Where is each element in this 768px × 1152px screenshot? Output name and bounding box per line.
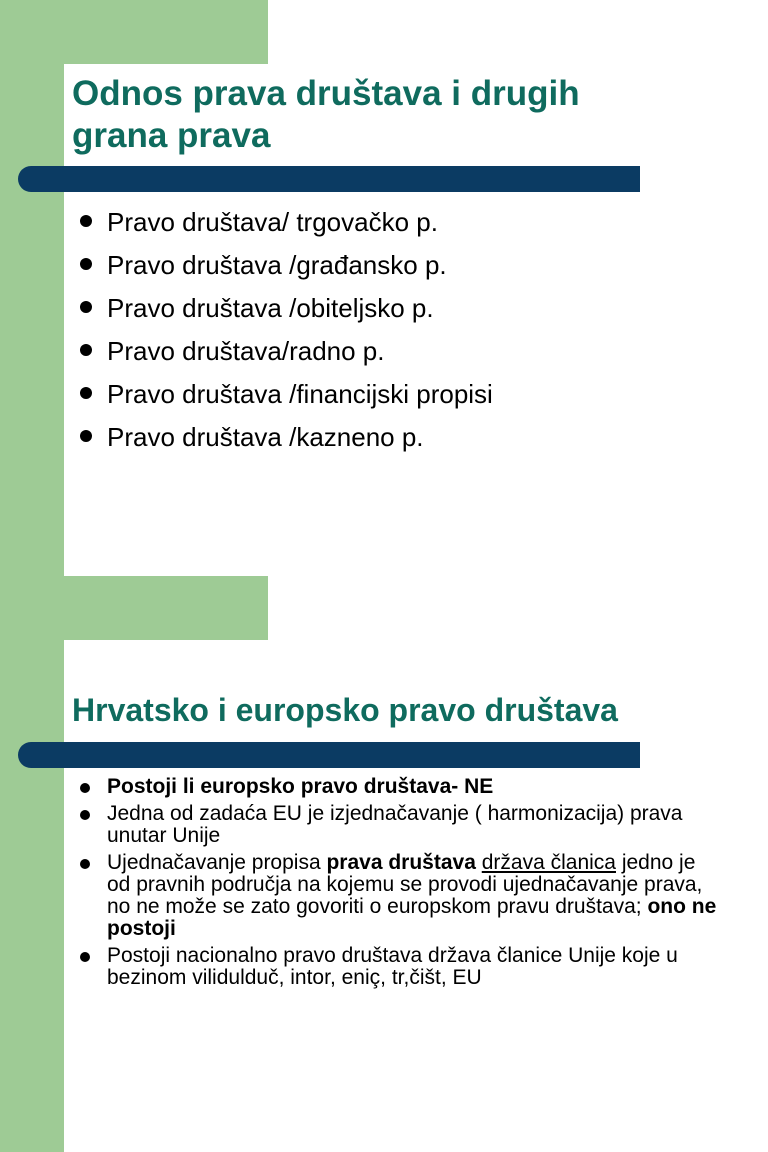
- slide-title: Hrvatsko i europsko pravo društava: [72, 692, 618, 728]
- bullet-icon: [80, 301, 92, 313]
- list-item: Postoji li europsko pravo društava- NE: [78, 776, 718, 798]
- list-item: Pravo društava /građansko p.: [78, 247, 718, 290]
- list-item: Jedna od zadaća EU je izjednačavanje ( harmonizacija) prava unutar Unije: [78, 803, 718, 847]
- list-item: Postoji nacionalno pravo društava država članice Unije koje u bezinom vilidulduč, intor, eniç, tr,čišt, EU: [78, 945, 718, 989]
- bullet-icon: [80, 258, 92, 270]
- green-side-band: [0, 576, 64, 1152]
- list-item: Pravo društava /obiteljsko p.: [78, 290, 718, 333]
- list-item: Pravo društava/ trgovačko p.: [78, 204, 718, 247]
- bullet-list: [78, 204, 718, 462]
- bullet-list: [78, 776, 718, 994]
- title-rule: [18, 166, 640, 192]
- list-item: Pravo društava /financijski propisi: [78, 376, 718, 419]
- bullet-icon: [80, 859, 90, 869]
- list-item: Ujednačavanje propisa prava društava država članica jedno je od pravnih područja na kojemu se provodi ujednačavanje prava, no ne može se zato govoriti o europskom pravu društava; ono ne postoji: [78, 852, 718, 940]
- green-side-band: [0, 0, 64, 576]
- bullet-icon: [80, 387, 92, 399]
- slide-title: Odnos prava društava i drugih grana prava: [72, 74, 580, 155]
- bullet-icon: [80, 783, 90, 793]
- bullet-icon: [80, 810, 90, 820]
- bullet-icon: [80, 430, 92, 442]
- title-rule: [18, 742, 640, 768]
- bullet-icon: [80, 344, 92, 356]
- bullet-icon: [80, 952, 90, 962]
- bullet-icon: [80, 215, 92, 227]
- list-item: Pravo društava /kazneno p.: [78, 419, 718, 462]
- slide-2: [0, 576, 768, 1152]
- list-item: Pravo društava/radno p.: [78, 333, 718, 376]
